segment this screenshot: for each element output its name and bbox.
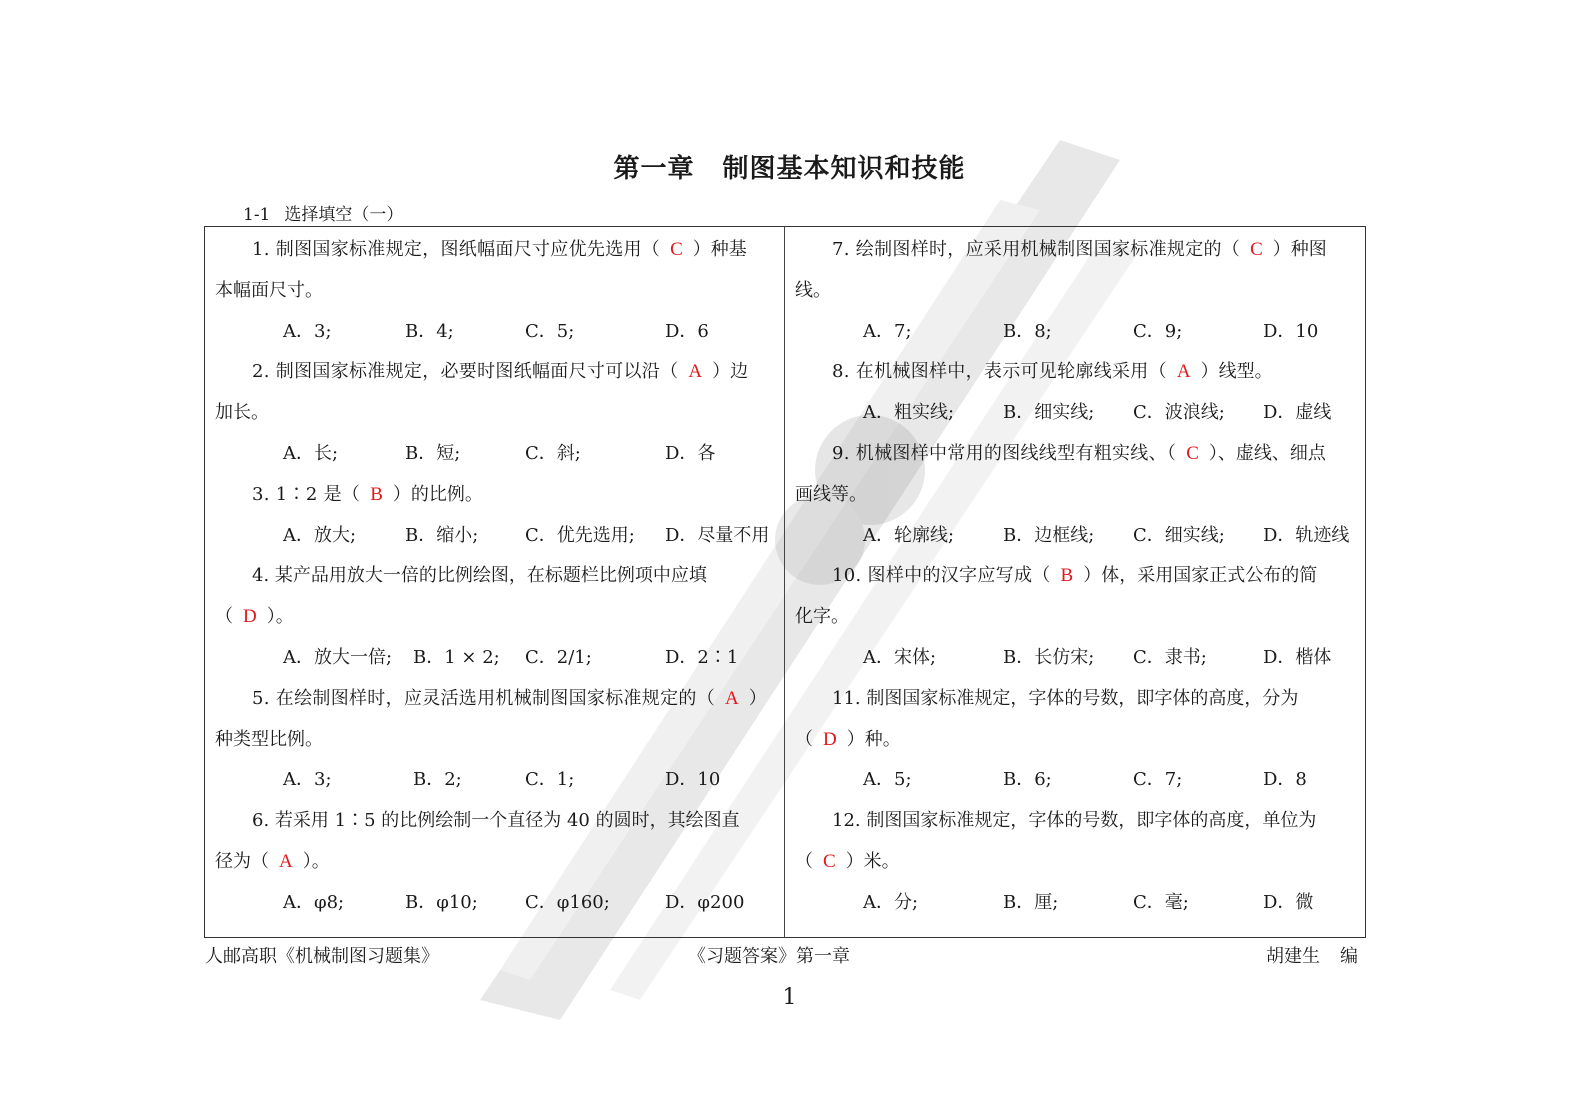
answer-1: C — [670, 239, 683, 260]
option-b: B．长仿宋; — [1003, 646, 1095, 668]
option-b: B．1 × 2; — [413, 646, 500, 668]
question-12-cont: （ C ）米。 — [795, 850, 900, 872]
option-c: C．2/1; — [525, 646, 592, 668]
option-a: A．φ8; — [283, 891, 345, 913]
option-d: D．虚线 — [1263, 402, 1332, 424]
option-d: D．6 — [665, 320, 709, 342]
option-b: B．细实线; — [1003, 402, 1095, 424]
option-b: B．边框线; — [1003, 524, 1095, 546]
option-a: A．5; — [863, 769, 912, 791]
option-d: D．φ200 — [665, 891, 745, 913]
options-8 — [795, 393, 1355, 434]
option-a: A．轮廓线; — [863, 524, 955, 546]
options-1 — [215, 312, 774, 353]
left-column — [205, 227, 785, 937]
question-10: 10. 图样中的汉字应写成（ B ）体，采用国家正式公布的简 — [832, 565, 1318, 587]
question-2: 2. 制图国家标准规定，必要时图纸幅面尺寸可以沿（ A ）边 — [252, 361, 749, 383]
options-10 — [795, 638, 1355, 679]
option-b: B．2; — [413, 769, 462, 791]
option-b: B．4; — [405, 320, 454, 342]
option-c: C．φ160; — [525, 891, 610, 913]
option-a: A．3; — [283, 769, 332, 791]
option-b: B．8; — [1003, 320, 1052, 342]
question-12: 12. 制图国家标准规定，字体的号数，即字体的高度，单位为 — [832, 810, 1317, 832]
option-d: D．各 — [665, 442, 716, 464]
option-a: A．放大一倍; — [283, 646, 393, 668]
option-c: C．5; — [525, 320, 575, 342]
question-4-cont: （ D ）。 — [215, 606, 294, 628]
options-4 — [215, 638, 774, 679]
author-name: 胡建生 — [1266, 946, 1320, 967]
option-a: A．长; — [283, 442, 339, 464]
option-d: D．10 — [665, 769, 721, 791]
question-6: 6. 若采用 1∶5 的比例绘制一个直径为 40 的圆时，其绘图直 — [252, 810, 740, 832]
answer-8: A — [1176, 361, 1191, 383]
option-b: B．缩小; — [405, 524, 479, 546]
option-b: B．6; — [1003, 769, 1052, 791]
question-4: 4. 某产品用放大一倍的比例绘图，在标题栏比例项中应填 — [252, 565, 707, 587]
option-c: C．斜; — [525, 442, 581, 464]
answer-7: C — [1250, 239, 1263, 260]
option-d: D．轨迹线 — [1263, 524, 1350, 546]
option-b: B．厘; — [1003, 891, 1059, 913]
option-d: D．8 — [1263, 769, 1307, 791]
footer-author — [1266, 942, 1358, 968]
option-c: C．波浪线; — [1133, 402, 1225, 424]
section-number: 1-1 — [243, 205, 271, 225]
answer-10: B — [1060, 565, 1074, 587]
option-a: A．7; — [863, 320, 912, 342]
option-a: A．宋体; — [863, 646, 937, 668]
options-9 — [795, 516, 1355, 557]
options-11 — [795, 760, 1355, 801]
question-7: 7. 绘制图样时，应采用机械制图国家标准规定的（ C ）种图 — [832, 239, 1327, 260]
page-number: 1 — [782, 985, 797, 1010]
option-a: A．粗实线; — [863, 402, 955, 424]
question-11: 11. 制图国家标准规定，字体的号数，即字体的高度，分为 — [832, 687, 1299, 709]
option-d: D．2∶1 — [665, 646, 739, 668]
option-c: C．隶书; — [1133, 646, 1207, 668]
section-label — [243, 200, 403, 225]
answer-11: D — [823, 728, 837, 750]
option-c: C．1; — [525, 769, 575, 791]
option-a: A．分; — [863, 891, 919, 913]
option-c: C．细实线; — [1133, 524, 1225, 546]
question-7-cont: 线。 — [795, 279, 831, 301]
author-role: 编 — [1340, 946, 1358, 967]
question-2-cont: 加长。 — [215, 402, 269, 424]
options-12 — [795, 883, 1355, 924]
option-a: A．放大; — [283, 524, 357, 546]
option-a: A．3; — [283, 320, 332, 342]
question-3: 3. 1∶2 是（ B ）的比例。 — [252, 483, 483, 505]
option-d: D．微 — [1263, 891, 1314, 913]
option-c: C．毫; — [1133, 891, 1189, 913]
answer-5: A — [725, 687, 739, 709]
options-6 — [215, 883, 774, 924]
option-c: C．7; — [1133, 769, 1183, 791]
question-5: 5. 在绘制图样时，应灵活选用机械制图国家标准规定的（ A ） — [252, 687, 767, 709]
question-1: 1. 制图国家标准规定，图纸幅面尺寸应优先选用（ C ）种基 — [252, 239, 747, 260]
question-5-cont: 种类型比例。 — [215, 728, 323, 750]
question-8: 8. 在机械图样中，表示可见轮廓线采用（ A ）线型。 — [832, 361, 1273, 383]
answer-12: C — [823, 850, 836, 872]
answer-table — [204, 226, 1366, 938]
option-c: C．优先选用; — [525, 524, 635, 546]
answer-3: B — [370, 483, 383, 505]
options-5 — [215, 760, 774, 801]
question-6-cont: 径为（ A ）。 — [215, 850, 330, 872]
section-title: 选择填空（一） — [284, 205, 404, 225]
chapter-title — [0, 148, 1579, 185]
question-9-cont: 画线等。 — [795, 483, 867, 505]
option-d: D．10 — [1263, 320, 1319, 342]
right-column — [785, 227, 1365, 937]
options-2 — [215, 434, 774, 475]
question-9: 9. 机械图样中常用的图线线型有粗实线、（ C ）、虚线、细点 — [832, 442, 1326, 464]
option-d: D．尽量不用 — [665, 524, 770, 546]
answer-4: D — [243, 606, 257, 628]
option-b: B．φ10; — [405, 891, 478, 913]
option-c: C．9; — [1133, 320, 1183, 342]
answer-2: A — [688, 361, 703, 383]
options-7 — [795, 312, 1355, 353]
footer-book-title: 人邮高职《机械制图习题集》 — [205, 946, 439, 967]
question-1-cont: 本幅面尺寸。 — [215, 279, 323, 301]
options-3 — [215, 516, 774, 557]
chapter-name: 制图基本知识和技能 — [722, 154, 966, 184]
answer-6: A — [279, 850, 293, 872]
footer-chapter-label: 《习题答案》第一章 — [688, 946, 850, 967]
answer-9: C — [1186, 442, 1199, 464]
question-10-cont: 化字。 — [795, 606, 849, 628]
option-d: D．楷体 — [1263, 646, 1332, 668]
question-11-cont: （ D ）种。 — [795, 728, 901, 750]
option-b: B．短; — [405, 442, 461, 464]
chapter-number: 第一章 — [613, 154, 695, 184]
